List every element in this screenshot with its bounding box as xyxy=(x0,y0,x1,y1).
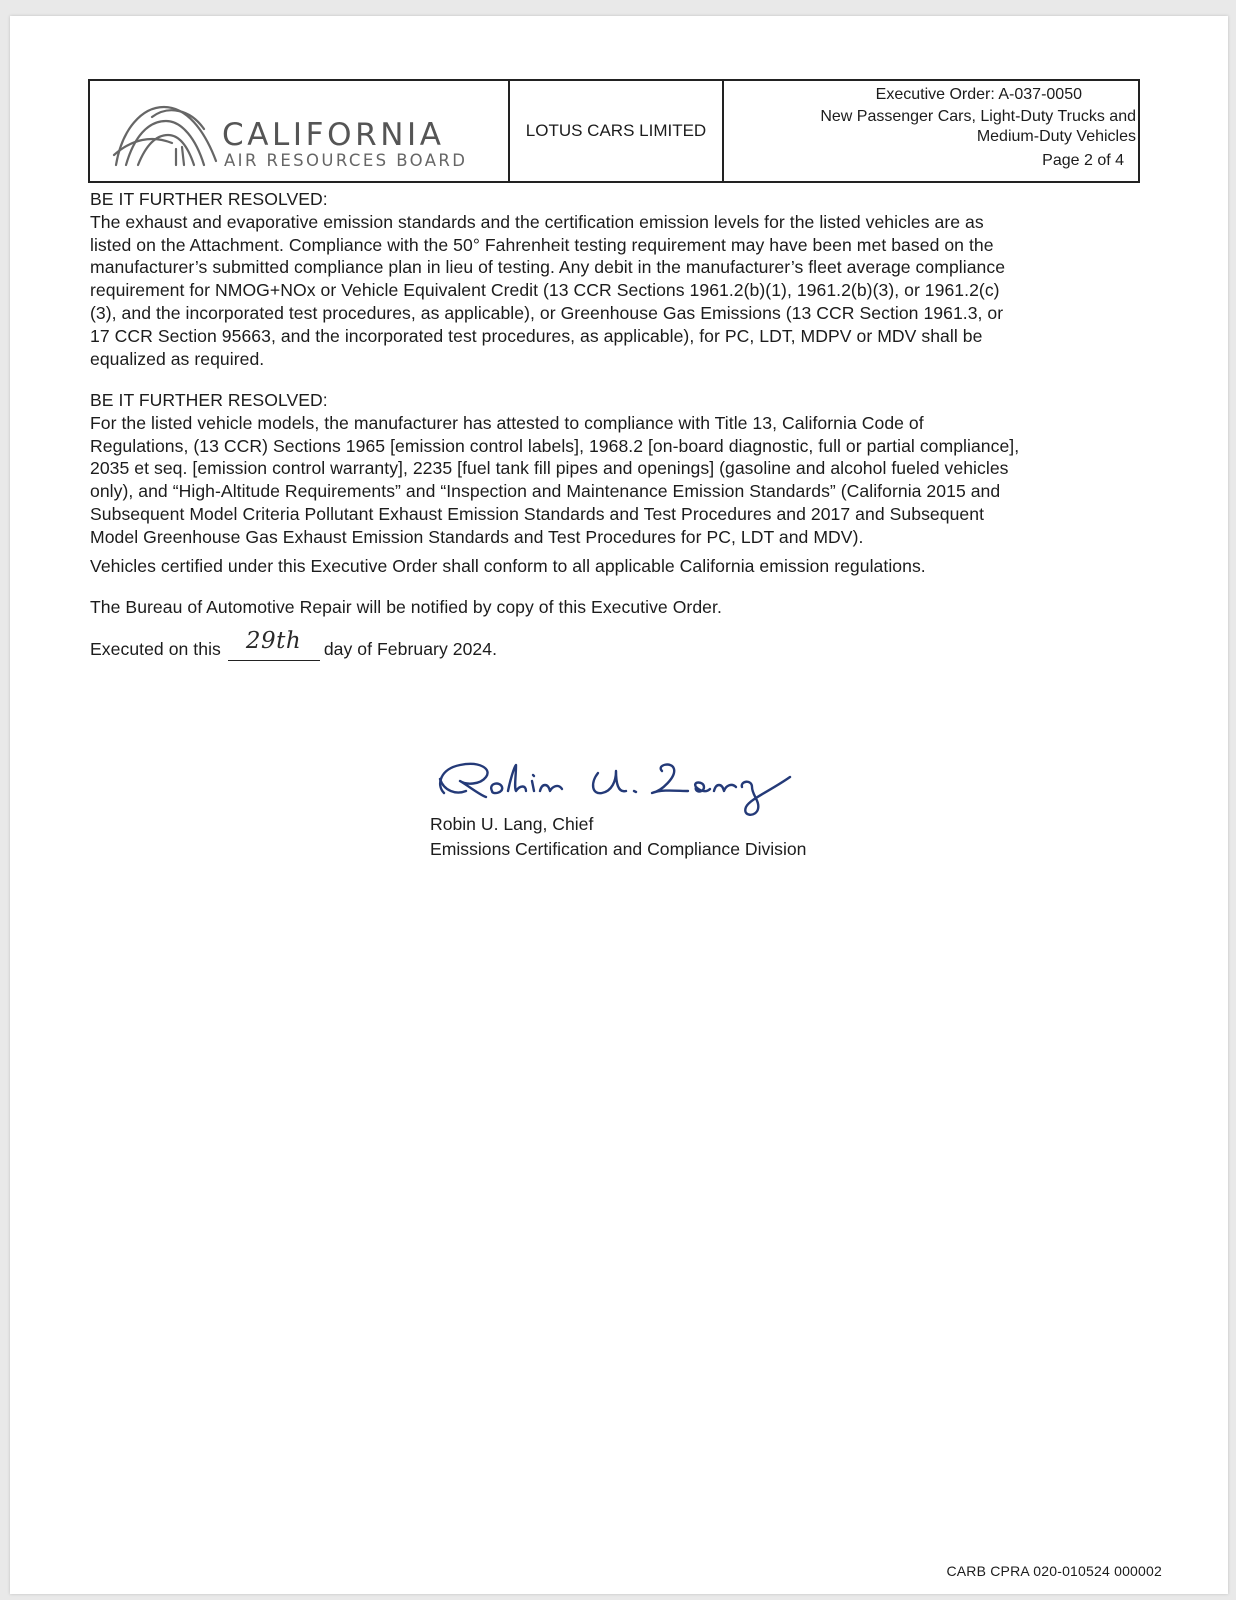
section-2-line: For the listed vehicle models, the manufacturer has attested to compliance with Title 13, California Code of xyxy=(90,412,924,433)
executive-order-info xyxy=(724,81,1138,181)
section-2-heading: BE IT FURTHER RESOLVED: xyxy=(90,390,328,410)
bureau-paragraph xyxy=(90,596,1140,619)
conform-text: Vehicles certified under this Executive Order shall conform to all applicable California emission regulations. xyxy=(90,556,926,576)
signatory-block xyxy=(430,812,806,862)
section-1-line: 17 CCR Section 95663, and the incorporated test procedures, as applicable), for PC, LDT, MDPV or MDV shall be xyxy=(90,325,983,346)
eo-number: Executive Order: A-037-0050 xyxy=(875,86,1082,103)
executed-prefix: Executed on this xyxy=(90,639,221,659)
logo-name: CALIFORNIA xyxy=(222,117,445,153)
section-2-line: Model Greenhouse Gas Exhaust Emission Standards and Test Procedures for PC, LDT and MDV). xyxy=(90,526,864,547)
executed-line xyxy=(90,627,1140,661)
page-number: Page 2 of 4 xyxy=(1042,152,1124,169)
section-1 xyxy=(90,188,1140,370)
document-footer-id: CARB CPRA 020-010524 000002 xyxy=(946,1563,1162,1579)
eo-category-line1: New Passenger Cars, Light-Duty Trucks and xyxy=(820,108,1136,125)
section-2-line: Regulations, (13 CCR) Sections 1965 [emission control labels], 1968.2 [on-board diagnostic, full or partial compliance], xyxy=(90,435,1020,456)
signatory-division: Emissions Certification and Compliance Division xyxy=(430,839,807,859)
section-2-line: Subsequent Model Criteria Pollutant Exhaust Emission Standards and Test Procedures and 2017 and Subsequent xyxy=(90,503,985,524)
section-1-line: listed on the Attachment. Compliance with the 50° Fahrenheit testing requirement may have been met based on the xyxy=(90,234,994,255)
section-2 xyxy=(90,389,1140,549)
handwritten-day: 29th xyxy=(245,627,302,654)
section-1-line: manufacturer’s submitted compliance plan in lieu of testing. Any debit in the manufacturer’s fleet average compliance xyxy=(90,257,1006,278)
section-1-heading: BE IT FURTHER RESOLVED: xyxy=(90,189,328,209)
document-header xyxy=(88,79,1140,183)
section-2-line: only), and “High-Altitude Requirements” and “Inspection and Maintenance Emission Standards” (California 2015 and xyxy=(90,481,1001,502)
date-blank xyxy=(228,627,320,661)
section-1-line: equalized as required. xyxy=(90,348,265,369)
conform-paragraph xyxy=(90,555,1140,578)
logo-subtitle: AIR RESOURCES BOARD xyxy=(224,151,468,170)
executed-suffix: day of February 2024. xyxy=(323,639,498,659)
section-1-line: requirement for NMOG+NOx or Vehicle Equivalent Credit (13 CCR Sections 1961.2(b)(1), 1961.2(b)(3), or 1961.2(c) xyxy=(90,280,1000,301)
bureau-text: The Bureau of Automotive Repair will be notified by copy of this Executive Order. xyxy=(90,597,722,617)
carb-logo-arches-icon xyxy=(112,99,232,171)
eo-category-line2: Medium-Duty Vehicles xyxy=(976,128,1136,145)
section-1-line: (3), and the incorporated test procedures, as applicable), or Greenhouse Gas Emissions (13 CCR Section 1961.3, or xyxy=(90,302,1004,323)
section-2-line: 2035 et seq. [emission control warranty], 2235 [fuel tank fill pipes and openings] (gasoline and alcohol fueled vehicles xyxy=(90,458,1009,479)
document-page xyxy=(10,16,1228,1594)
section-1-line: The exhaust and evaporative emission standards and the certification emission levels for the listed vehicles are as xyxy=(90,211,984,232)
carb-logo xyxy=(90,81,510,181)
signatory-name: Robin U. Lang, Chief xyxy=(430,814,594,834)
company-name: LOTUS CARS LIMITED xyxy=(510,81,724,181)
